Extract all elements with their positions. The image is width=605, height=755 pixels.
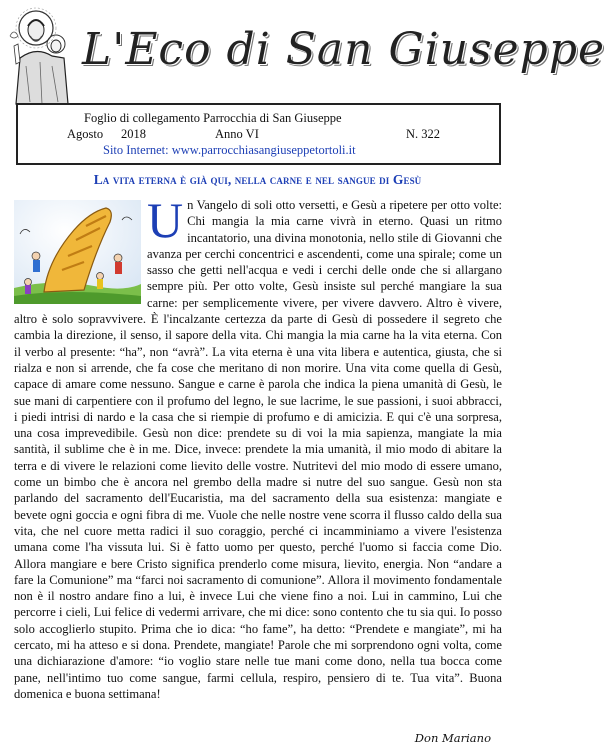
- masthead-title: L'Eco di San Giuseppe: [82, 24, 605, 75]
- article-headline: La vita eterna è già qui, nella carne e nel sangue di Gesù: [93, 172, 422, 187]
- bread-cartoon-image: [14, 200, 141, 304]
- drop-cap: U: [147, 192, 184, 248]
- parish-subtitle: Foglio di collegamento Parrocchia di San Giuseppe: [84, 111, 342, 125]
- saint-joseph-logo: [6, 6, 76, 106]
- author-signature: Don Mariano: [414, 731, 491, 745]
- article-body-container: [14, 192, 502, 702]
- info-box: [16, 103, 501, 165]
- issue-number: N. 322: [406, 127, 441, 141]
- issue-year: 2018: [121, 127, 146, 141]
- issue-month: Agosto: [67, 127, 104, 141]
- issue-volume: Anno VI: [215, 127, 259, 141]
- website-link[interactable]: Sito Internet: www.parrocchiasangiuseppetortoli.it: [103, 143, 356, 157]
- article-body-text: n Vangelo di soli otto versetti, e Gesù a ripetere per otto volte: Chi mangia la mia carne vivrà in eterno. Quasi un ritmo incantatorio, una divina monotonia, nello stile di Giovanni che avanza per cerchi concentrici e ascendenti, come una spirale; come un sasso che getti nell'acqua e vedi i cerchi delle onde che si allargano sempre più. Per otto volte, Gesù insiste sul perché mangiare la sua carne: per semplicemente vivere, per vivere davvero. Altro è vivere, altro è solo sopravvivere. È l'incalzante certezza da parte di Gesù di possedere il segreto che cambia la direzione, il senso, il sapore della vita. Chi mangia la mia carne ha la vita eterna. Con il verbo al presente: “ha”, non “avrà”. La vita eterna è una vita libera e autentica, giusta, che si rialza e non si arrende, che fa cose che meritano di non morire. Una vita come quella di Gesù, capace di amare come nessuno. Sangue e carne è parola che indica la piena umanità di Gesù, le sue mani di carpentiere con il profumo del legno, le sue lacrime, le sue passioni, i suoi abbracci, i piedi intrisi di nardo e la casa che si riempie di profumo e di amicizia. E qui c'è una sorpresa, una cosa imprevedibile. Gesù non dice: prendete su di voi la mia sapienza, mangiate la mia santità, il sublime che è in me. Dice, invece: prendete la mia umanità, il mio modo di abitare la terra e di vivere le relazioni come lievito delle vostre. Nutritevi del mio modo di essere umano, come un bimbo che è ancora nel grembo della madre si nutre del suo sangue. Gesù non sta parlando del sacramento dell'Eucaristia, ma del sacramento della sua esistenza: mangiate e bevete ogni goccia e ogni fibra di me. Vuole che nelle nostre vene scorra il flusso caldo della sua vita, che nel cuore metta radici il suo coraggio, perché ci incamminiamo a vivere l'esistenza umana come l'ha vissuta lui. Si è fatto uomo per questo, perché l'uomo si faccia come Dio. Allora mangiare e bere Cristo significa prenderlo come misura, lievito, energia. Non “andare a fare la Comunione” ma “farci noi sacramento di comunione”. Allora il movimento fondamentale non è il nostro andare fino a lui, è invece Lui che viene fino a noi. Lui in cammino, Lui che percorre i cieli, Lui felice di vedermi arrivare, che mi dice: sono contento che tu sia qui. Io posso solo accoglierlo stupito. Prima che io dica: “ho fame”, ha detto: “Prendete e mangiate”, mi ha cercato, mi ha atteso e si dona. Prendete, mangiate! Parole che mi sorprendono ogni volta, come una dichiarazione d'amore: “io voglio stare nelle tue mani come dono, nella tua bocca come pane, nell'intimo tuo come sangue, farmi cellula, respiro, pensiero di te. Tua vita”. Buona domenica e buona settimana!: [14, 198, 502, 701]
